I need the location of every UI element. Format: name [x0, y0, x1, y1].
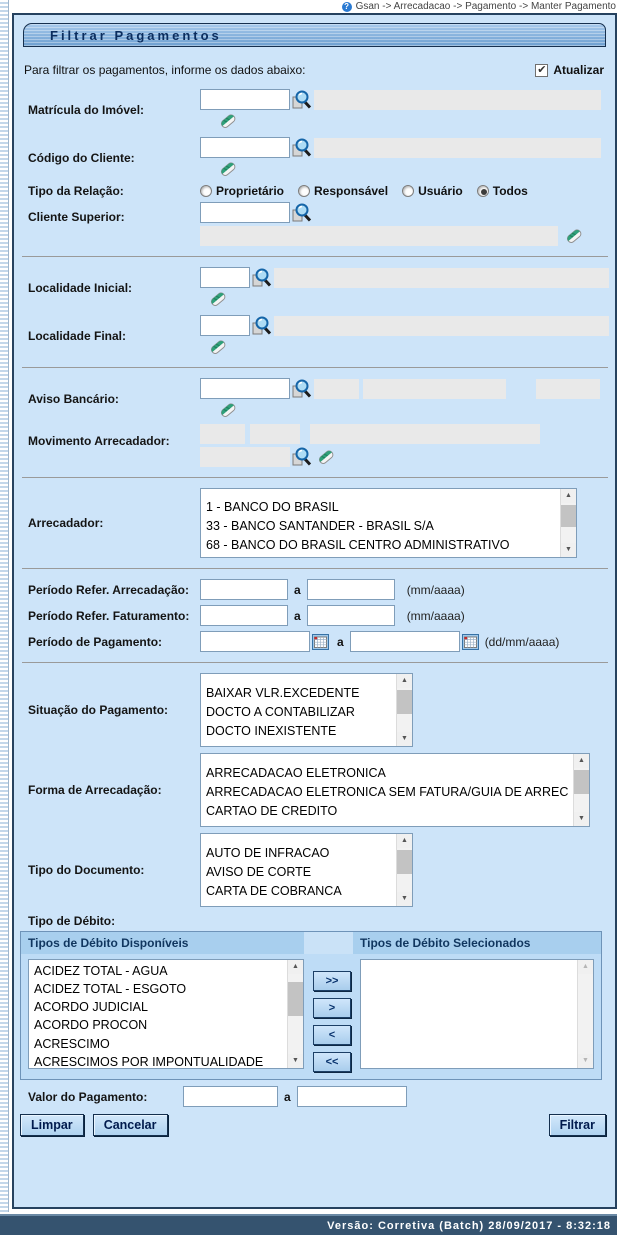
- periodo-faturamento-from-input[interactable]: [200, 605, 288, 626]
- aviso-readonly-3: [536, 379, 600, 399]
- scrollbar[interactable]: [396, 834, 412, 906]
- list-option[interactable]: ACRESCIMOS POR IMPONTUALIDADE: [34, 1054, 264, 1068]
- available-header: Tipos de Débito Disponíveis: [21, 932, 304, 954]
- list-option[interactable]: ACIDEZ TOTAL - AGUA: [34, 964, 168, 978]
- periodo-pagamento-label: Período de Pagamento:: [28, 634, 163, 649]
- search-icon[interactable]: [292, 379, 312, 399]
- valor-pagamento-label: Valor do Pagamento:: [28, 1089, 148, 1104]
- tipo-documento-listbox[interactable]: [200, 833, 413, 907]
- scroll-down-icon[interactable]: ▼: [397, 732, 412, 746]
- codigo-cliente-row: [18, 137, 612, 179]
- movimento-readonly-3: [310, 424, 540, 444]
- periodo-faturamento-to-input[interactable]: [307, 605, 395, 626]
- cliente-superior-input[interactable]: [200, 202, 290, 223]
- list-option[interactable]: ACRESCIMO: [34, 1036, 110, 1051]
- arrecadador-label: Arrecadador:: [28, 516, 104, 530]
- aviso-bancario-row: [18, 378, 612, 420]
- matricula-readonly: [314, 90, 601, 110]
- radio-icon: [298, 185, 310, 197]
- valor-pagamento-to-input[interactable]: [297, 1086, 407, 1107]
- limpar-button[interactable]: Limpar: [20, 1114, 84, 1136]
- forma-arrecadacao-listbox[interactable]: [200, 753, 590, 827]
- scroll-down-icon[interactable]: ▼: [288, 1054, 303, 1068]
- eraser-icon[interactable]: [218, 400, 238, 420]
- scroll-down-icon[interactable]: ▼: [561, 543, 576, 557]
- scrollbar[interactable]: [396, 674, 412, 746]
- section-divider: [22, 367, 608, 368]
- search-icon[interactable]: [252, 316, 272, 336]
- radio-label: Usuário: [418, 184, 463, 198]
- movimento-readonly-4: [200, 447, 290, 467]
- tipo-documento-label: Tipo do Documento:: [28, 863, 145, 877]
- section-divider: [22, 662, 608, 663]
- tipo-debito-label: Tipo de Débito:: [28, 914, 116, 928]
- list-option[interactable]: CARTAO DE CREDITO: [206, 803, 338, 818]
- help-icon[interactable]: ?: [342, 2, 352, 12]
- radio-icon: [402, 185, 414, 197]
- localidade-inicial-row: [18, 267, 612, 309]
- aviso-bancario-input[interactable]: [200, 378, 290, 399]
- available-listbox[interactable]: [28, 959, 304, 1069]
- scrollbar[interactable]: [573, 754, 589, 826]
- radio-label: Responsável: [314, 184, 389, 198]
- movimento-arrecadador-label: Movimento Arrecadador:: [28, 434, 170, 448]
- format-hint: (mm/aaaa): [406, 608, 465, 623]
- tipo-relacao-row: [18, 184, 612, 198]
- range-separator: a: [294, 582, 301, 597]
- list-option[interactable]: BAIXAR VLR.EXCEDENTE: [206, 686, 360, 700]
- list-option[interactable]: ACORDO JUDICIAL: [34, 1000, 148, 1015]
- cancelar-button[interactable]: Cancelar: [93, 1114, 168, 1136]
- radio-usuario[interactable]: [402, 184, 463, 198]
- valor-pagamento-from-input[interactable]: [183, 1086, 278, 1107]
- movimento-readonly-1: [200, 424, 245, 444]
- localidade-inicial-readonly: [274, 268, 609, 288]
- left-edge-stripes: [0, 0, 9, 1212]
- localidade-final-row: [18, 315, 612, 357]
- breadcrumb: Gsan -> Arrecadacao -> Pagamento -> Manter Pagamento: [355, 1, 616, 12]
- format-hint: (mm/aaaa): [406, 582, 465, 597]
- range-separator: a: [284, 1089, 291, 1104]
- radio-label: Todos: [492, 184, 528, 198]
- matricula-label: Matrícula do Imóvel:: [28, 103, 145, 117]
- matricula-row: [18, 89, 612, 131]
- periodo-pagamento-row: [18, 631, 612, 652]
- scroll-up-icon[interactable]: ▲: [397, 674, 412, 688]
- forma-arrecadacao-row: [18, 753, 612, 827]
- aviso-readonly-1: [314, 379, 359, 399]
- scroll-down-icon[interactable]: ▼: [578, 1054, 593, 1068]
- search-icon[interactable]: [292, 203, 312, 223]
- periodo-arrecadacao-row: [18, 579, 612, 600]
- codigo-cliente-input[interactable]: [200, 137, 290, 158]
- list-option[interactable]: 1 - BANCO DO BRASIL: [206, 500, 339, 514]
- search-icon[interactable]: [292, 90, 312, 110]
- atualizar-label: Atualizar: [553, 63, 604, 77]
- calendar-icon[interactable]: [462, 634, 479, 650]
- valor-pagamento-row: [18, 1086, 612, 1107]
- list-option[interactable]: ACIDEZ TOTAL - ESGOTO: [34, 982, 187, 997]
- scroll-up-icon[interactable]: ▲: [561, 489, 576, 503]
- search-icon[interactable]: [292, 138, 312, 158]
- periodo-pagamento-from-input[interactable]: [200, 631, 310, 652]
- version-footer: [0, 1214, 617, 1235]
- radio-proprietario[interactable]: [200, 184, 284, 198]
- eraser-icon[interactable]: [218, 111, 238, 131]
- eraser-icon[interactable]: [564, 226, 584, 246]
- radio-responsavel[interactable]: [298, 184, 388, 198]
- atualizar-group: [535, 63, 604, 77]
- add-all-button[interactable]: >>: [313, 971, 351, 991]
- scroll-up-icon[interactable]: ▲: [574, 754, 589, 768]
- section-divider: [22, 256, 608, 257]
- add-button[interactable]: >: [313, 998, 351, 1018]
- list-option[interactable]: ARRECADACAO ELETRONICA: [206, 766, 386, 780]
- filtrar-button[interactable]: Filtrar: [549, 1114, 606, 1136]
- search-icon[interactable]: [252, 268, 272, 288]
- intro-text: Para filtrar os pagamentos, informe os dados abaixo:: [24, 63, 306, 77]
- eraser-icon[interactable]: [208, 337, 228, 357]
- scrollbar[interactable]: [287, 960, 303, 1068]
- calendar-icon[interactable]: [312, 634, 329, 650]
- periodo-arrecadacao-to-input[interactable]: [307, 579, 395, 600]
- matricula-input[interactable]: [200, 89, 290, 110]
- situacao-pagamento-row: [18, 673, 612, 747]
- section-divider: [22, 568, 608, 569]
- eraser-icon[interactable]: [218, 159, 238, 179]
- aviso-bancario-label: Aviso Bancário:: [28, 392, 119, 406]
- tipo-debito-label-row: [18, 914, 612, 928]
- action-buttons-row: [18, 1107, 612, 1136]
- periodo-arrecadacao-from-input[interactable]: [200, 579, 288, 600]
- codigo-cliente-label: Código do Cliente:: [28, 151, 135, 165]
- cliente-superior-label: Cliente Superior:: [28, 210, 125, 224]
- situacao-pagamento-label: Situação do Pagamento:: [28, 703, 169, 717]
- scroll-up-icon[interactable]: ▲: [397, 834, 412, 848]
- periodo-faturamento-row: [18, 605, 612, 626]
- movimento-readonly-2: [250, 424, 300, 444]
- periodo-faturamento-label: Período Refer. Faturamento:: [28, 608, 190, 623]
- movimento-arrecadador-row: [18, 424, 612, 467]
- forma-arrecadacao-label: Forma de Arrecadação:: [28, 783, 162, 797]
- header-gap: [304, 932, 353, 954]
- scrollbar[interactable]: [560, 489, 576, 557]
- list-option[interactable]: CARTA DE COBRANCA: [206, 883, 342, 898]
- breadcrumb-bar: [10, 0, 617, 13]
- list-option[interactable]: DOCTO INEXISTENTE: [206, 723, 337, 738]
- remove-button[interactable]: <: [313, 1025, 351, 1045]
- format-hint: (dd/mm/aaaa): [484, 634, 560, 649]
- check-icon: ✔: [537, 63, 547, 76]
- scroll-up-icon[interactable]: ▲: [578, 960, 593, 974]
- tipo-relacao-label: Tipo da Relação:: [28, 184, 124, 198]
- filter-form-panel: [12, 13, 617, 1209]
- codigo-cliente-readonly: [314, 138, 601, 158]
- scroll-down-icon[interactable]: ▼: [574, 812, 589, 826]
- localidade-inicial-label: Localidade Inicial:: [28, 281, 133, 295]
- arrecadador-listbox[interactable]: [200, 488, 577, 558]
- eraser-icon[interactable]: [208, 289, 228, 309]
- range-separator: a: [337, 634, 344, 649]
- localidade-final-readonly: [274, 316, 609, 336]
- scroll-up-icon[interactable]: ▲: [288, 960, 303, 974]
- list-option[interactable]: DOCTO A CONTABILIZAR: [206, 704, 355, 719]
- atualizar-checkbox[interactable]: [535, 64, 548, 77]
- page-title-bar: [23, 23, 606, 47]
- arrecadador-row: [18, 488, 612, 558]
- list-option[interactable]: ACORDO PROCON: [34, 1018, 148, 1033]
- periodo-pagamento-to-input[interactable]: [350, 631, 460, 652]
- list-option[interactable]: AVISO DE CORTE: [206, 864, 312, 879]
- list-option[interactable]: 68 - BANCO DO BRASIL CENTRO ADMINISTRATIVO: [206, 537, 510, 552]
- cliente-superior-readonly: [200, 226, 558, 246]
- eraser-icon[interactable]: [316, 447, 336, 467]
- tipo-debito-panel: [20, 931, 602, 1080]
- list-option[interactable]: 33 - BANCO SANTANDER - BRASIL S/A: [206, 518, 434, 533]
- localidade-inicial-input[interactable]: [200, 267, 250, 288]
- cliente-superior-row: [18, 202, 612, 246]
- list-option[interactable]: AUTO DE INFRACAO: [206, 846, 330, 860]
- radio-icon: [200, 185, 212, 197]
- section-divider: [22, 477, 608, 478]
- intro-row: [18, 63, 612, 77]
- situacao-pagamento-listbox[interactable]: [200, 673, 413, 747]
- localidade-final-label: Localidade Final:: [28, 329, 127, 343]
- scroll-down-icon[interactable]: ▼: [397, 892, 412, 906]
- radio-todos[interactable]: [477, 184, 528, 198]
- selected-listbox[interactable]: [360, 959, 594, 1069]
- page-title: Filtrar Pagamentos: [50, 27, 222, 43]
- scrollbar[interactable]: [577, 960, 593, 1068]
- remove-all-button[interactable]: <<: [313, 1052, 351, 1072]
- selected-header: Tipos de Débito Selecionados: [353, 932, 601, 954]
- range-separator: a: [294, 608, 301, 623]
- tipo-documento-row: [18, 833, 612, 907]
- periodo-arrecadacao-label: Período Refer. Arrecadação:: [28, 582, 189, 597]
- version-text: Versão: Corretiva (Batch) 28/09/2017 - 8:32:18: [327, 1219, 611, 1232]
- list-option[interactable]: ARRECADACAO ELETRONICA SEM FATURA/GUIA DE ARREC: [206, 784, 569, 799]
- radio-icon: [477, 185, 489, 197]
- search-icon[interactable]: [292, 447, 312, 467]
- aviso-readonly-2: [363, 379, 506, 399]
- localidade-final-input[interactable]: [200, 315, 250, 336]
- radio-label: Proprietário: [216, 184, 285, 198]
